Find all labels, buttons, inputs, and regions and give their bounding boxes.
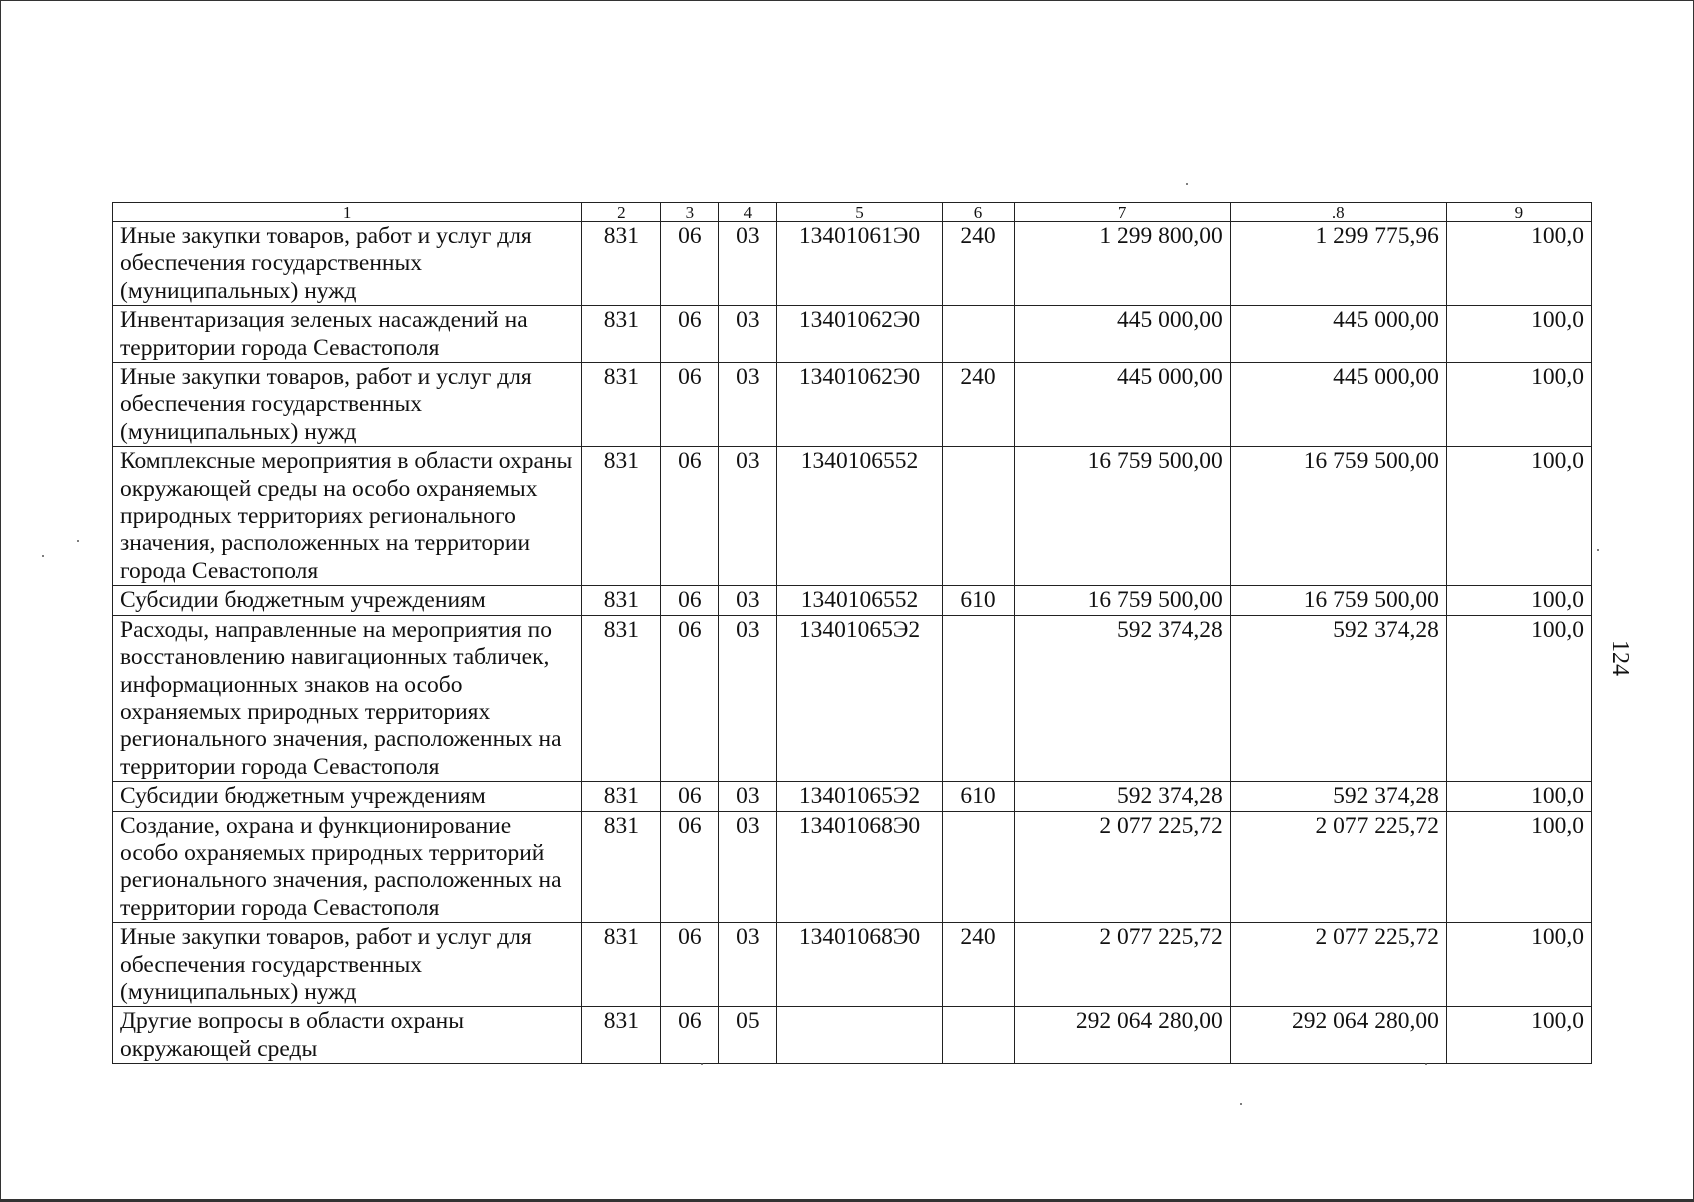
budget-table bbox=[112, 202, 1592, 1064]
row-code-5: 13401062Э0 bbox=[777, 306, 942, 363]
row-code-4: 03 bbox=[719, 811, 777, 923]
row-code-4: 03 bbox=[719, 782, 777, 811]
row-amount-7: 292 064 280,00 bbox=[1014, 1007, 1230, 1064]
column-header: 5 bbox=[777, 203, 942, 222]
table-row bbox=[113, 306, 1592, 363]
row-code-4: 03 bbox=[719, 306, 777, 363]
table-row bbox=[113, 811, 1592, 923]
row-name: Субсидии бюджетным учреждениям bbox=[113, 586, 582, 615]
row-name: Расходы, направленные на мероприятия по восстановлению навигационных табличек, информационных знаков на особо охраняемых природных территориях регионального значения, расположенных на территории города Севастополя bbox=[113, 615, 582, 781]
scan-speck bbox=[77, 540, 79, 542]
row-code-4: 03 bbox=[719, 586, 777, 615]
row-code-5 bbox=[777, 1007, 942, 1064]
row-amount-8: 16 759 500,00 bbox=[1230, 586, 1446, 615]
row-code-5: 13401065Э2 bbox=[777, 615, 942, 781]
row-percent-9: 100,0 bbox=[1446, 1007, 1591, 1064]
row-code-6: 240 bbox=[942, 363, 1014, 447]
table-row bbox=[113, 586, 1592, 615]
row-code-3: 06 bbox=[661, 447, 719, 586]
scan-speck bbox=[1425, 1063, 1427, 1065]
row-amount-7: 445 000,00 bbox=[1014, 306, 1230, 363]
table-row bbox=[113, 363, 1592, 447]
row-amount-7: 1 299 800,00 bbox=[1014, 222, 1230, 306]
row-code-4: 05 bbox=[719, 1007, 777, 1064]
row-amount-7: 592 374,28 bbox=[1014, 615, 1230, 781]
page-number: 124 bbox=[1607, 640, 1633, 676]
row-code-3: 06 bbox=[661, 1007, 719, 1064]
row-code-5: 13401068Э0 bbox=[777, 923, 942, 1007]
row-code-2: 831 bbox=[582, 447, 661, 586]
column-header: 4 bbox=[719, 203, 777, 222]
row-code-2: 831 bbox=[582, 363, 661, 447]
row-amount-8: 16 759 500,00 bbox=[1230, 447, 1446, 586]
row-amount-7: 445 000,00 bbox=[1014, 363, 1230, 447]
scan-speck bbox=[42, 555, 44, 557]
row-code-4: 03 bbox=[719, 615, 777, 781]
row-percent-9: 100,0 bbox=[1446, 923, 1591, 1007]
scan-speck bbox=[1186, 183, 1188, 185]
row-code-5: 13401061Э0 bbox=[777, 222, 942, 306]
row-amount-8: 592 374,28 bbox=[1230, 615, 1446, 781]
scan-speck bbox=[701, 1063, 703, 1065]
row-name: Комплексные мероприятия в области охраны окружающей среды на особо охраняемых природных территориях регионального значения, расположенных на территории города Севастополя bbox=[113, 447, 582, 586]
row-code-6: 240 bbox=[942, 222, 1014, 306]
row-percent-9: 100,0 bbox=[1446, 306, 1591, 363]
row-code-2: 831 bbox=[582, 782, 661, 811]
table-row bbox=[113, 782, 1592, 811]
row-name: Инвентаризация зеленых насаждений на территории города Севастополя bbox=[113, 306, 582, 363]
row-code-3: 06 bbox=[661, 363, 719, 447]
row-name: Иные закупки товаров, работ и услуг для обеспечения государственных (муниципальных) нужд bbox=[113, 923, 582, 1007]
row-code-2: 831 bbox=[582, 1007, 661, 1064]
row-amount-8: 2 077 225,72 bbox=[1230, 811, 1446, 923]
row-code-3: 06 bbox=[661, 586, 719, 615]
row-percent-9: 100,0 bbox=[1446, 811, 1591, 923]
column-header: 2 bbox=[582, 203, 661, 222]
column-header: 7 bbox=[1014, 203, 1230, 222]
row-name: Другие вопросы в области охраны окружающей среды bbox=[113, 1007, 582, 1064]
row-code-5: 13401062Э0 bbox=[777, 363, 942, 447]
row-amount-8: 292 064 280,00 bbox=[1230, 1007, 1446, 1064]
row-amount-7: 2 077 225,72 bbox=[1014, 923, 1230, 1007]
column-header: 3 bbox=[661, 203, 719, 222]
row-percent-9: 100,0 bbox=[1446, 615, 1591, 781]
row-amount-8: 1 299 775,96 bbox=[1230, 222, 1446, 306]
column-header: 9 bbox=[1446, 203, 1591, 222]
row-code-3: 06 bbox=[661, 811, 719, 923]
table-row bbox=[113, 1007, 1592, 1064]
row-code-2: 831 bbox=[582, 586, 661, 615]
column-header: 6 bbox=[942, 203, 1014, 222]
row-code-6: 610 bbox=[942, 782, 1014, 811]
row-code-6 bbox=[942, 306, 1014, 363]
row-code-5: 1340106552 bbox=[777, 586, 942, 615]
row-code-2: 831 bbox=[582, 923, 661, 1007]
row-code-3: 06 bbox=[661, 923, 719, 1007]
row-amount-7: 16 759 500,00 bbox=[1014, 586, 1230, 615]
table-row bbox=[113, 615, 1592, 781]
row-percent-9: 100,0 bbox=[1446, 586, 1591, 615]
row-name: Создание, охрана и функционирование особо охраняемых природных территорий регионального значения, расположенных на территории города Севастополя bbox=[113, 811, 582, 923]
table-body bbox=[113, 203, 1592, 1064]
row-name: Иные закупки товаров, работ и услуг для обеспечения государственных (муниципальных) нужд bbox=[113, 363, 582, 447]
table-row bbox=[113, 923, 1592, 1007]
scan-speck bbox=[1597, 549, 1599, 551]
row-code-4: 03 bbox=[719, 447, 777, 586]
row-code-4: 03 bbox=[719, 222, 777, 306]
row-percent-9: 100,0 bbox=[1446, 447, 1591, 586]
row-percent-9: 100,0 bbox=[1446, 363, 1591, 447]
row-code-3: 06 bbox=[661, 306, 719, 363]
row-code-6 bbox=[942, 615, 1014, 781]
row-code-2: 831 bbox=[582, 615, 661, 781]
row-code-6 bbox=[942, 811, 1014, 923]
row-code-5: 13401068Э0 bbox=[777, 811, 942, 923]
row-code-2: 831 bbox=[582, 222, 661, 306]
scan-speck bbox=[1240, 1103, 1242, 1105]
table-row bbox=[113, 222, 1592, 306]
row-code-3: 06 bbox=[661, 782, 719, 811]
row-code-5: 13401065Э2 bbox=[777, 782, 942, 811]
row-amount-7: 2 077 225,72 bbox=[1014, 811, 1230, 923]
row-code-3: 06 bbox=[661, 222, 719, 306]
row-code-6 bbox=[942, 447, 1014, 586]
row-amount-7: 16 759 500,00 bbox=[1014, 447, 1230, 586]
row-percent-9: 100,0 bbox=[1446, 222, 1591, 306]
row-code-5: 1340106552 bbox=[777, 447, 942, 586]
column-number-row bbox=[113, 203, 1592, 222]
table-row bbox=[113, 447, 1592, 586]
column-header: .8 bbox=[1230, 203, 1446, 222]
row-amount-8: 445 000,00 bbox=[1230, 363, 1446, 447]
row-amount-8: 592 374,28 bbox=[1230, 782, 1446, 811]
row-percent-9: 100,0 bbox=[1446, 782, 1591, 811]
row-amount-7: 592 374,28 bbox=[1014, 782, 1230, 811]
row-code-4: 03 bbox=[719, 923, 777, 1007]
row-amount-8: 445 000,00 bbox=[1230, 306, 1446, 363]
row-code-2: 831 bbox=[582, 306, 661, 363]
column-header: 1 bbox=[113, 203, 582, 222]
row-code-4: 03 bbox=[719, 363, 777, 447]
row-amount-8: 2 077 225,72 bbox=[1230, 923, 1446, 1007]
row-code-6 bbox=[942, 1007, 1014, 1064]
row-code-6: 240 bbox=[942, 923, 1014, 1007]
row-name: Иные закупки товаров, работ и услуг для обеспечения государственных (муниципальных) нужд bbox=[113, 222, 582, 306]
row-code-6: 610 bbox=[942, 586, 1014, 615]
row-code-2: 831 bbox=[582, 811, 661, 923]
row-name: Субсидии бюджетным учреждениям bbox=[113, 782, 582, 811]
row-code-3: 06 bbox=[661, 615, 719, 781]
